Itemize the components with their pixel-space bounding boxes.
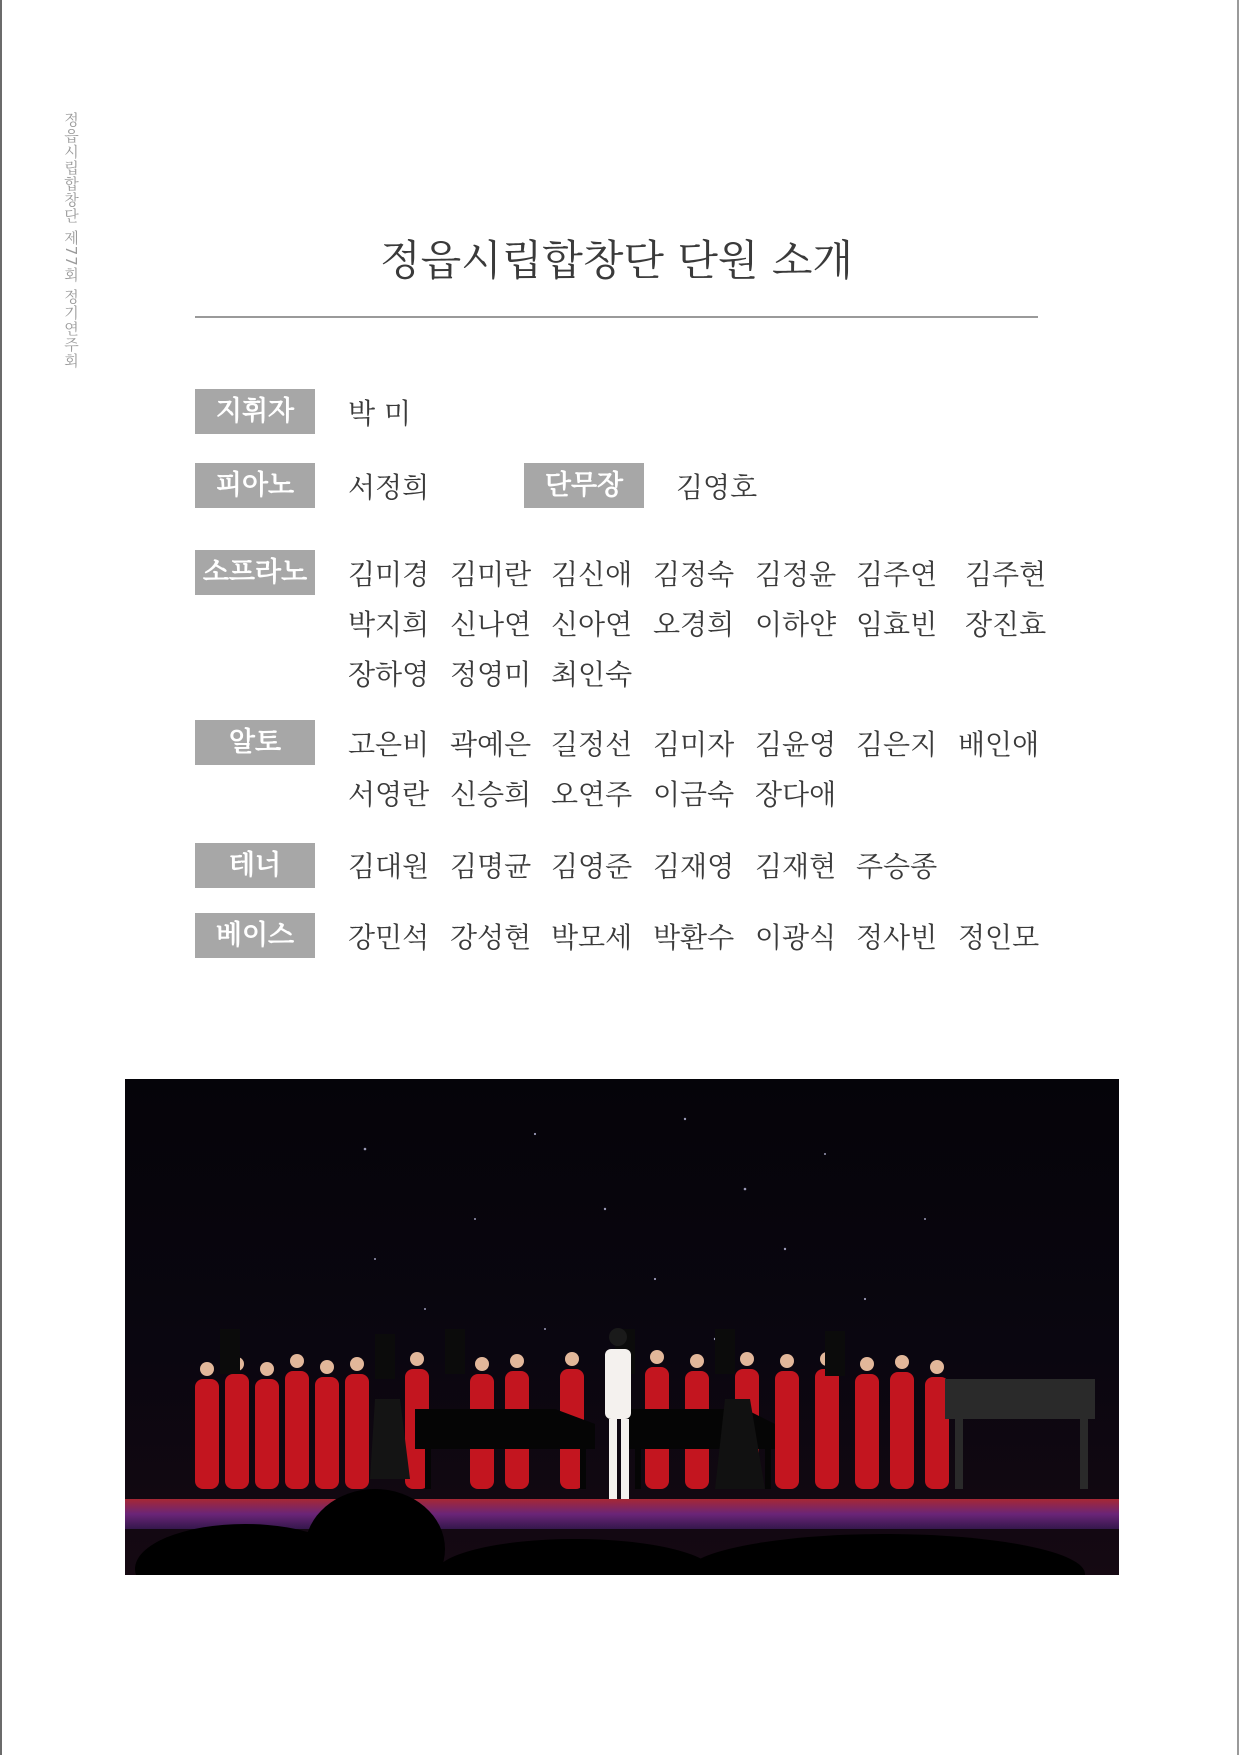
choir-concert-photo: [125, 1079, 1119, 1575]
member-name: 김정윤: [755, 558, 837, 591]
member-name: 김신애: [551, 558, 633, 591]
bass-row-1: [348, 916, 1048, 966]
label-alto: 알토: [195, 720, 315, 765]
label-soprano: 소프라노: [195, 550, 315, 595]
soprano-row-3: [348, 653, 1048, 703]
member-name: 이금숙: [653, 778, 735, 811]
member-name: 오연주: [551, 778, 633, 811]
member-name: 이하얀: [755, 608, 837, 641]
member-name: 김미란: [450, 558, 532, 591]
member-name: 장진효: [965, 608, 1047, 641]
label-bass: 베이스: [195, 913, 315, 958]
member-name: 김재현: [755, 850, 837, 883]
label-conductor: 지휘자: [195, 389, 315, 434]
member-name: 강성현: [450, 921, 532, 954]
member-name: 김대원: [348, 850, 430, 883]
member-name: 신승희: [450, 778, 532, 811]
leader-name: 김영호: [676, 471, 758, 504]
tenor-row-1: [348, 845, 1048, 895]
member-name: 박지희: [348, 608, 430, 641]
member-name: 김정숙: [653, 558, 735, 591]
soprano-row-2: [348, 603, 1048, 653]
member-name: 김재영: [653, 850, 735, 883]
member-name: 김은지: [856, 728, 938, 761]
member-name: 최인숙: [551, 658, 633, 691]
member-name: 곽예은: [450, 728, 532, 761]
member-name: 김윤영: [755, 728, 837, 761]
member-name: 김미경: [348, 558, 430, 591]
member-name: 장다애: [755, 778, 837, 811]
member-name: 고은비: [348, 728, 430, 761]
member-name: 정인모: [958, 921, 1040, 954]
title-divider: [195, 316, 1038, 318]
member-name: 김주연: [856, 558, 938, 591]
member-name: 정영미: [450, 658, 532, 691]
page-border-right: [1237, 0, 1239, 1755]
piano-name: 서정희: [348, 471, 430, 504]
member-name: 김미자: [653, 728, 735, 761]
side-caption: 정읍시립합창단 제77회 정기연주회: [62, 112, 80, 369]
alto-row-1: [348, 723, 1048, 773]
member-name: 장하영: [348, 658, 430, 691]
member-name: 정사빈: [856, 921, 938, 954]
member-name: 주승종: [856, 850, 938, 883]
member-name: 서영란: [348, 778, 430, 811]
member-name: 김명균: [450, 850, 532, 883]
member-name: 박환수: [653, 921, 735, 954]
label-leader: 단무장: [524, 463, 644, 508]
page-border-left: [0, 0, 2, 1755]
member-name: 김주현: [965, 558, 1047, 591]
member-name: 신나연: [450, 608, 532, 641]
member-name: 김영준: [551, 850, 633, 883]
alto-row-2: [348, 773, 1048, 823]
member-name: 이광식: [755, 921, 837, 954]
conductor-name: 박 미: [348, 397, 411, 430]
member-name: 신아연: [551, 608, 633, 641]
member-name: 길정선: [551, 728, 633, 761]
member-name: 박모세: [551, 921, 633, 954]
member-name: 오경희: [653, 608, 735, 641]
page-title: 정읍시립합창단 단원 소개: [380, 236, 853, 285]
member-name: 임효빈: [856, 608, 938, 641]
member-name: 배인애: [958, 728, 1040, 761]
member-name: 강민석: [348, 921, 430, 954]
label-tenor: 테너: [195, 843, 315, 888]
soprano-row-1: [348, 553, 1048, 603]
label-piano: 피아노: [195, 463, 315, 508]
